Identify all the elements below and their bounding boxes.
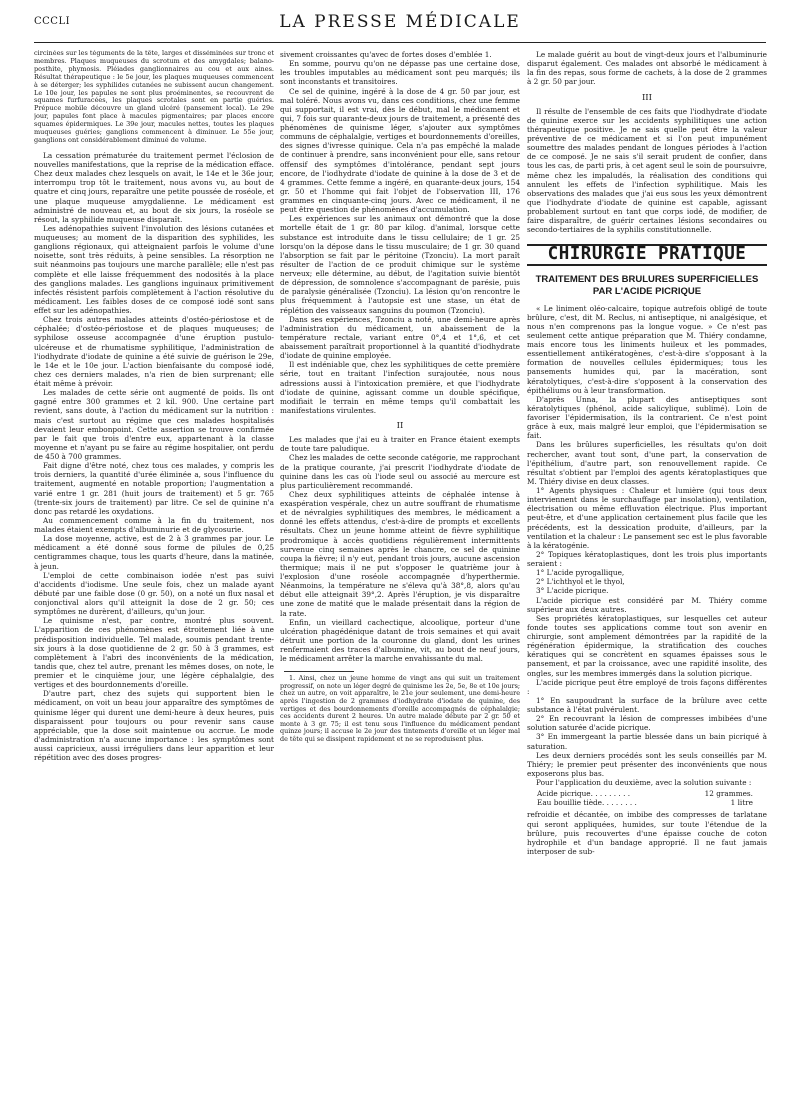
paragraph: La dose moyenne, active, est de 2 à 3 grammes par jour. Le médicament a été donné sous forme de pilules de 0,25 centigrammes chaque, tous les quarts d'heure, dans la matinée, à jeun.: [34, 534, 274, 571]
paragraph: 1° Agents physiques : Chaleur et lumière (qui tous deux interviennent dans le surchauffage par insolation), ventilation, électrisation ou même effluvation électrique. Plus important peut-être, et d'une application certainement plus facile que les précédents, est la dessication produite, d'ailleurs, par la ventilation et la chaleur : Le pansement sec est le plus favorable à la kératogénie.: [527, 486, 767, 550]
paragraph: D'après Unna, la plupart des antiseptiques sont kératolytiques (phénol, acide salicylique, sublimé). Loin de favoriser l'épidermisation, ils la contrarient. Ce n'est point grâce à eux, mais malgré leur emploi, que l'épidermisation se fait.: [527, 394, 767, 441]
list-item: 2° L'ichthyol et le thyol,: [536, 577, 625, 587]
footnote-rule: [284, 671, 354, 672]
formula-table: [537, 789, 767, 807]
paragraph: Les deux derniers procédés sont les seuls conseillés par M. Thiéry; le premier peut présenter des inconvénients que nous exposerons plus bas.: [527, 750, 767, 778]
footnote: 1. Ainsi, chez un jeune homme de vingt ans qui suit un traitement progressif, on note un léger degré de quinisme les 2e, 5e, 8e et 10e jours; chez un autre, on voit apparaître, le 21e jour seulement, une demi-heure après l'ingestion de 2 grammes d'iodhydrate d'iodate de quinine, des vertiges et des bourdonnements d'oreille accompagnés de céphalalgie; ces accidents durent 2 heures. Un autre malade débute par 2 gr. 50 et monte à 3 gr. 75; il est tenu sous l'influence du médicament pendant quinze jours; il accuse le 2e jour des tintements d'oreille et un léger mal de tête qui se dissipent rapidement et ne se reproduisent plus.: [280, 674, 520, 743]
article-title: [527, 274, 767, 298]
paragraph: Il résulte de l'ensemble de ces faits que l'iodhydrate d'iodate de quinine exerce sur les accidents syphilitiques une action thérapeutique positive. Je ne sais quelle peut être la valeur préventive de ce médicament et si l'on peut impunément soumettre des malades pendant de longues périodes à l'action de ce composé. Je ne sais s'il serait prudent de confier, dans tous les cas, de parti pris, à cet agent seul le soin de poursuivre, même chez les impaludés, la réalisation des conditions qui annulent les effets de l'infection syphilitique. Mais les observations des malades que j'ai eus sous les yeux démontrent que l'iodhydrate d'iodate de quinine est capable, agissant probablement surtout en tant que corps iodé, de modifier, de faire disparaître, de guérir certaines lésions secondaires ou secondo-tertiaires de la syphilis constitutionnelle.: [527, 106, 767, 235]
paragraph: D'autre part, chez des sujets qui supportent bien le médicament, on voit un beau jour apparaître des symptômes de quinisme léger qui durent une demi-heure à deux heures, puis disparaissent pour toujours ou pour revenir sans cause appréciable, que la dose soit maintenue ou accrue. Le mode d'administration n'a aucune importance : les symptômes sont aussi capricieux, aussi irréguliers dans leur apparition et leur répétition avec des doses progres-: [34, 689, 274, 763]
paragraph: Ce sel de quinine, ingéré à la dose de 4 gr. 50 par jour, est mal toléré. Nous avons vu, dans ces conditions, chez une femme qui supportait, il est vrai, dès le début, mal le médicament et qui, 7 fois sur quarante-deux jours de traitement, a présenté des phénomènes de quinisme léger, s'ajouter aux symptômes communs de céphalalgie, vertiges et bourdonnements d'oreilles, des signes d'ivresse quinique. Cela n'a pas empêché la malade de continuer à prendre, sans inconvénient pour elle, sans retour offensif des symptômes d'intolérance, pendant sept jours encore, de l'iodhydrate d'iodate de quinine à la dose de 3 et de 4 grammes. Cette femme a ingéré, en quarante-deux jours, 154 gr. 50 et l'homme qui fait l'objet de l'observation III, 176 grammes en cinquante-cinq jours. Avec ce médicament, il ne peut être question de phénomènes d'accumulation.: [280, 86, 520, 215]
paragraph: Chez trois autres malades atteints d'ostéo-périostose et de céphalée; d'ostéo-périostose et de plaques muqueuses; de syphilose osseuse accompagnée d'une éruption pustulo-ulcéreuse et de rhumatisme syphilitique, l'administration de l'iodhydrate d'iodate de quinine a été suivie de guérison le 29e, le 14e et le 10e jour. L'action bienfaisante du composé iodé, chez ces derniers malades, n'a rien de bien surprenant; elle était même à prévoir.: [34, 315, 274, 388]
paragraph: L'acide picrique est considéré par M. Thiéry comme supérieur aux deux autres.: [527, 595, 767, 614]
paragraph: Les malades que j'ai eu à traiter en France étaient exempts de toute tare paludique.: [280, 435, 520, 454]
paragraph: L'emploi de cette combinaison iodée n'est pas suivi d'accidents d'iodisme. Une seule fois, chez un malade ayant débuté par une faible dose (0 gr. 50), on a noté un flux nasal et conjonctival alors qu'il atteignit la dose de 2 gr. 50; ces symptômes ne durèrent, d'ailleurs, qu'un jour.: [34, 570, 274, 617]
paragraph: Au commencement comme à la fin du traitement, nos malades étaient exempts d'albuminurie et de glycosurie.: [34, 515, 274, 534]
section-heading-ii: II: [396, 421, 404, 431]
paragraph: Dans ses expériences, Tzonciu a noté, une demi-heure après l'administration du médicament, un abaissement de la température rectale, variant entre 0°,4 et 1°,6, et cet abaissement paraîtrait proportionnel à la quantité d'iodhydrate d'iodate de quinine employée.: [280, 314, 520, 361]
paragraph: Ses propriétés kératoplastiques, sur lesquelles cet auteur fonde toutes ses applications comme tout son avenir en chirurgie, sont amplement démontrées par la rapidité de la régénération épidermique, la stratification des couches kératiques qui se concrètent en squames épaisses sous le pansement, et par la croissance, avec une rapidité insolite, des ongles, sur les membres immergés dans la solution picrique.: [527, 613, 767, 678]
section-heading-iii: III: [641, 92, 653, 103]
paragraph: En somme, pourvu qu'on ne dépasse pas une certaine dose, les troubles imputables au médicament sont peu marqués; ils sont inconstants et transitoires.: [280, 59, 520, 87]
column-middle: [280, 50, 520, 1095]
column-right: [527, 50, 767, 1095]
paragraph: Le quinisme n'est, par contre, montré plus souvent. L'apparition de ces phénomènes est étroitement liée à une prédisposition individuelle. Tel malade, soumis pendant trente-six jours à la dose quotidienne de 2 gr. 50 à 3 grammes, est complètement à l'abri des inconvénients de la médication, tandis que, chez tel autre, prenant les mêmes doses, on note, le premier et le cinquième jour, une légère céphalalgie, des vertiges et des bourdonnements d'oreille.: [34, 616, 274, 690]
column-left: [34, 50, 274, 1095]
list-item: 2° En recouvrant la lésion de compresses imbibées d'une solution saturée d'acide picrique.: [527, 714, 767, 733]
page-header: [34, 10, 766, 36]
formula-row: [537, 789, 767, 798]
paragraph: Chez les malades de cette seconde catégorie, me rapprochant de la pratique courante, j'ai prescrit l'iodhydrate d'iodate de quinine dans les cas où l'iode seul ou associé au mercure est plus particulièrement recommandé.: [280, 453, 520, 490]
journal-title: LA PRESSE MÉDICALE: [279, 12, 521, 32]
formula-quantity: 12 grammes.: [704, 789, 753, 799]
header-rule: [34, 42, 766, 43]
paragraph: Les malades de cette série ont augmenté de poids. Ils ont gagné entre 300 grammes et 2 kil. 900. Une certaine part revient, sans doute, à l'action du médicament sur la nutrition : mais c'est surtout au régime que ces malades hospitalisés devaient leur embonpoint. Cette assertion se trouve confirmée par le fait que trois d'entre eux, appartenant à la classe moyenne et n'ayant pu se faire au régime hospitalier, ont perdu de 450 à 700 grammes.: [34, 388, 274, 461]
page-number: CCCLI: [34, 16, 71, 27]
paragraph: Le malade guérit au bout de vingt-deux jours et l'albuminurie disparut également. Ces malades ont absorbé le médicament à la fin des repas, sous forme de cachets, à la dose de 2 grammes à 2 gr. 50 par jour.: [527, 50, 767, 87]
paragraph: 2° Topiques kératoplastiques, dont les trois plus importants seraient :: [527, 549, 767, 568]
paragraph: La cessation prématurée du traitement permet l'éclosion de nouvelles manifestations, que la reprise de la médication efface. Chez deux malades chez lesquels on avait, le 14e et le 36e jour, interrompu trop tôt le traitement, nous avons vu, au bout de quatre et cinq jours, reparaître une petite poussée de roséole, et une plaque muqueuse amygdalienne. Le médicament est administré de nouveau et, au bout de six jours, la roséole se résout, la syphilide muqueuse disparaît.: [34, 150, 274, 224]
paragraph: Fait digne d'être noté, chez tous ces malades, y compris les trois derniers, la quantité d'urée éliminée a, sous l'influence du traitement, augmenté en notable proportion; l'augmentation a varié entre 1 gr. 281 (huit jours de traitement) et 5 gr. 765 (trente-six jours de traitement) par litre. Ce sel de quinine n'a donc pas retardé les oxydations.: [34, 461, 274, 516]
paragraph: Dans les brûlures superficielles, les résultats qu'on doit rechercher, avant tout sont, d'une part, la conservation de l'épithélium, d'autre part, son renouvellement rapide. Ce résultat s'obtient par l'emploi des agents kératoplastiques que M. Thiéry divise en deux classes.: [527, 440, 767, 486]
formula-ingredient: Acide picrique. . . . . . . . .: [537, 789, 631, 799]
list-item: 1° En saupoudrant la surface de la brûlure avec cette substance à l'état pulvérulent.: [527, 695, 767, 714]
paragraph: Les adénopathies suivent l'involution des lésions cutanées et muqueuses; au moment de la disparition des syphilides, les ganglions régionaux, qui atteignaient parfois le volume d'une noisette, sont très réduits, à peine sensibles. La résorption ne suit néanmoins pas toujours une marche parallèle; elle n'est pas complète et elle laisse fréquemment des nodosités à la place des ganglions malades. Les ganglions inguinaux primitivement infectés résistent parfois complètement à l'action résolutive du médicament. Les faibles doses de ce composé iodé sont sans effet sur les adénopathies.: [34, 223, 274, 315]
article-title-line: TRAITEMENT DES BRULURES SUPERFICIELLES: [535, 273, 759, 285]
paragraph: refroidie et décantée, on imbibe des compresses de tarlatane qui seront appliquées, humides, sur toute l'étendue de la brûlure, puis recouvertes d'une épaisse couche de coton hydrophile et d'un bandage approprié. Il ne faut jamais interposer de sub-: [527, 810, 767, 856]
formula-ingredient: Eau bouillie tiède. . . . . . . .: [537, 798, 637, 808]
paragraph: sivement croissantes qu'avec de fortes doses d'emblée 1.: [280, 50, 492, 59]
section-banner: CHIRURGIE PRATIQUE: [527, 244, 767, 265]
paragraph: Pour l'application du deuxième, avec la solution suivante :: [536, 778, 752, 787]
paragraph: Chez deux syphilitiques atteints de céphalée intense à exaspération vespérale, chez un autre souffrant de rhumatisme et de névralgies syphilitiques des membres, le médicament a donné les effets attendus, c'est-à-dire de prompts et excellents résultats. Chez un jeune homme atteint de fièvre syphilitique prodromique à accès quotidiens régulièrement intermittents survenue cinq semaines après le chancre, ce sel de quinine coupa la fièvre; il n'y eut, pendant trois jours, aucune ascension thermique; mais il ne put s'opposer le quatrième jour à l'explosion d'une roséole accompagnée d'hyperthermie. Néanmoins, la température ne s'éleva qu'à 38°,8, alors qu'au début elle atteignait 39°,2. Après l'éruption, je vis disparaître une zone de matité que le malade présentait dans la région de la rate.: [280, 489, 520, 618]
article-title-line: PAR L'ACIDE PICRIQUE: [592, 285, 702, 297]
list-item: 3° L'acide picrique.: [536, 586, 609, 596]
paragraph: « Le liniment oléo-calcaire, topique autrefois obligé de toute brûlure, c'est, dit M. Reclus, ni antiseptique, ni analgésique, et nous n'en comprenons pas la longue vogue. » Ce n'est pas seulement cette antique préparation que M. Thiéry condamne, mais encore tous les liniments huileux et les pommades, essentiellement antikératogènes, c'est-à-dire s'opposant à la formation de nouvelles cellules épidermiques; tous les pansements humides qui, par la macération, sont kératolytiques, c'est-à-dire s'opposent à la conservation des épithéliums ou à leur transformation.: [527, 303, 767, 395]
paragraph: Les expériences sur les animaux ont démontré que la dose mortelle était de 1 gr. 80 par kilog. d'animal, lorsque cette substance est introduite dans le tissu cellulaire; de 1 gr. 25 lorsqu'on la dépose dans le tissu musculaire; de 1 gr. 30 quand l'absorption se fait par le péritoine (Tzonciu). La mort paraît résulter de l'action de ce produit chimique sur le système nerveux; elle détermine, au début, de l'agitation suivie bientôt de dépression, de somnolence s'accompagnant de parésie, puis de paralysie généralisée (Tzonciu). La lésion qu'on rencontre le plus fréquemment à l'autopsie est une stase, un état de réplétion des vaisseaux sanguins du poumon (Tzonciu).: [280, 214, 520, 315]
paragraph: L'acide picrique peut être employé de trois façons différentes :: [527, 677, 767, 696]
formula-quantity: 1 litre: [730, 798, 753, 808]
list-item: 3° En immergeant la partie blessée dans un bain picriqué à saturation.: [527, 732, 767, 751]
list-item: 1° L'acide pyrogallique,: [536, 568, 625, 578]
case-notes: circinées sur les téguments de la tête, larges et disséminées sur tronc et membres. Plaques muqueuses du scrotum et des amygdales; balano-posthite, phymosis. Pléiades ganglionnaires au cou et aux aines. Résultat thérapeutique : le 5e jour, les plaques muqueuses commencent à se déterger; les syphilides cutanées ne subissent aucun changement. Le 10e jour, les papules ne sont plus proéminentes, se recouvrent de squames furfuracées, les plaques scrotales sont en partie guéries. Prépuce mobile découvre un gland ulcéré (pansement local). Le 29e jour, papules font place à macules pigmentaires; par places encore squames épidermiques. Le 39e jour, macules nettes, toutes les plaques muqueuses guéries; ganglions commencent à diminuer. Le 55e jour, ganglions ont considérablement diminué de volume.: [34, 50, 274, 144]
paragraph: Enfin, un vieillard cachectique, alcoolique, porteur d'une ulcération phagédénique datant de trois semaines et qui avait détruit une portion de la couronne du gland, dont les urines renfermaient des traces d'albumine, vit, au bout de neuf jours, le médicament arrêter la marche envahissante du mal.: [280, 617, 520, 664]
formula-row: [537, 798, 767, 807]
paragraph: Il est indéniable que, chez les syphilitiques de cette première série, tout en traitant l'infection surajoutée, nous nous adressions aussi à l'intoxication première, et que l'iodhydrate d'iodate de quinine, agissant comme un double spécifique, modifiait le terrain en même temps qu'il combattait les manifestations virulentes.: [280, 360, 520, 415]
